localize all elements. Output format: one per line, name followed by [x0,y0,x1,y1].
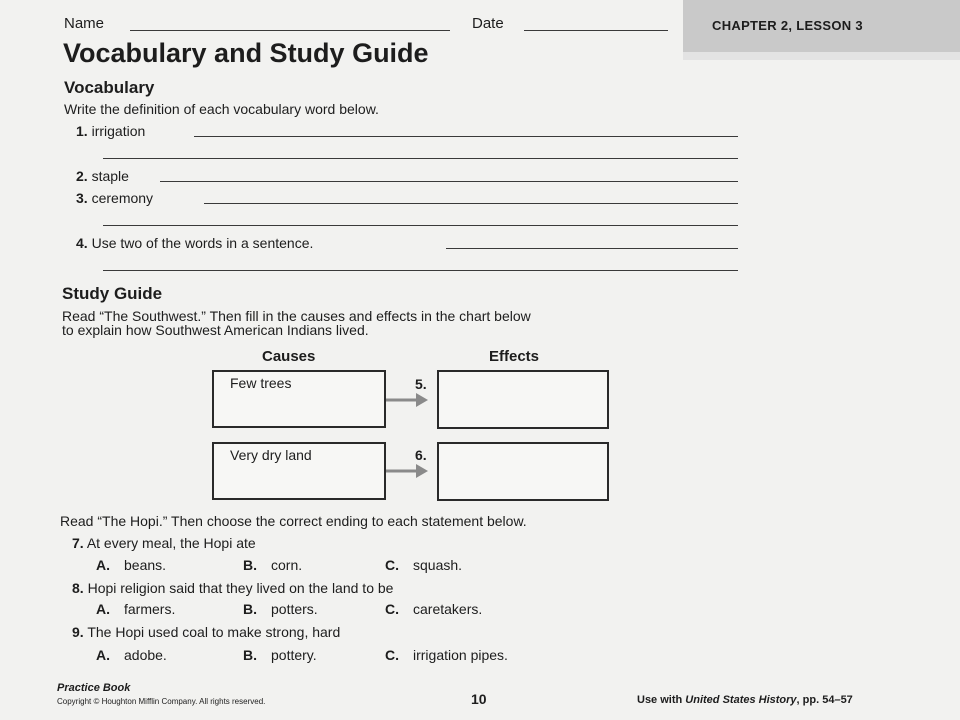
vocab-item-2 [76,168,129,184]
vocab-item-word: Use two of the words in a sentence. [91,235,314,251]
option-8c[interactable] [385,601,482,617]
effect-answer-box-6[interactable] [437,442,609,501]
vocab-item-word: ceremony [91,190,154,206]
arrow-icon [384,390,430,410]
vocab-answer-line-4b[interactable] [103,270,738,271]
study-guide-instructions-line1: Read “The Southwest.” Then fill in the causes and effects in the chart below [62,308,531,324]
causes-column-header: Causes [262,348,316,365]
vocabulary-instructions: Write the definition of each vocabulary word below. [64,101,379,117]
vocab-item-3 [76,190,153,206]
option-letter: B. [243,647,257,663]
effect-number: 6. [415,447,427,463]
option-7a[interactable] [96,557,166,573]
page-number: 10 [471,691,487,707]
chapter-lesson-label: CHAPTER 2, LESSON 3 [712,18,863,33]
option-text: caretakers. [413,601,483,617]
option-text: irrigation pipes. [413,647,508,663]
option-letter: C. [385,557,399,573]
option-7b[interactable] [243,557,302,573]
study-guide-heading: Study Guide [62,284,163,303]
vocab-answer-line-3a[interactable] [204,203,738,204]
option-text: farmers. [124,601,176,617]
vocab-item-4 [76,235,313,251]
option-9a[interactable] [96,647,167,663]
arrow-icon [384,461,430,481]
option-text: squash. [413,557,463,573]
option-text: potters. [271,601,318,617]
vocab-item-number: 4. [76,235,88,251]
cause-text: Few trees [230,375,292,391]
option-text: pottery. [271,647,317,663]
name-field[interactable] [130,30,450,31]
vocab-item-word: staple [91,168,129,184]
question-number: 8. [72,580,84,596]
question-text: Hopi religion said that they lived on the land to be [87,580,394,596]
question-8 [72,580,393,596]
question-7 [72,535,256,551]
page-range: , pp. 54–57 [796,694,853,706]
vocab-item-1 [76,123,145,139]
option-letter: C. [385,647,399,663]
option-8b[interactable] [243,601,318,617]
option-letter: C. [385,601,399,617]
vocab-answer-line-1b[interactable] [103,158,738,159]
copyright-text: Copyright © Houghton Mifflin Company. All rights reserved. [57,697,266,706]
option-text: beans. [124,557,167,573]
page-title: Vocabulary and Study Guide [63,38,429,68]
vocab-answer-line-3b[interactable] [103,225,738,226]
option-text: adobe. [124,647,167,663]
question-number: 7. [72,535,84,551]
effects-column-header: Effects [489,348,540,365]
question-text: At every meal, the Hopi ate [86,535,256,551]
cause-text: Very dry land [230,447,312,463]
option-9c[interactable] [385,647,508,663]
option-text: corn. [271,557,303,573]
question-text: The Hopi used coal to make strong, hard [87,624,341,640]
book-title: United States History [685,694,797,706]
option-letter: B. [243,601,257,617]
option-8a[interactable] [96,601,175,617]
option-9b[interactable] [243,647,317,663]
cause-box-1 [212,370,386,428]
date-field[interactable] [524,30,668,31]
chapter-tab-edge [683,52,960,60]
study-guide-instructions-line2: to explain how Southwest American Indians lived. [62,322,369,338]
vocabulary-heading: Vocabulary [64,78,155,97]
vocab-item-number: 1. [76,123,88,139]
effect-answer-box-5[interactable] [437,370,609,429]
effect-number: 5. [415,376,427,392]
vocab-answer-line-4a[interactable] [446,248,738,249]
vocab-answer-line-1a[interactable] [194,136,738,137]
vocab-item-word: irrigation [91,123,146,139]
vocab-item-number: 3. [76,190,88,206]
name-label: Name [64,15,105,32]
hopi-instructions: Read “The Hopi.” Then choose the correct ending to each statement below. [60,513,527,529]
option-letter: A. [96,557,110,573]
use-with-prefix: Use with [637,694,686,706]
question-9 [72,624,340,640]
question-number: 9. [72,624,84,640]
date-label: Date [472,15,504,32]
vocab-item-number: 2. [76,168,88,184]
practice-book-label: Practice Book [57,682,131,694]
vocab-answer-line-2[interactable] [160,181,738,182]
option-letter: A. [96,647,110,663]
use-with-reference [637,694,853,706]
option-letter: A. [96,601,110,617]
option-letter: B. [243,557,257,573]
option-7c[interactable] [385,557,462,573]
cause-box-2 [212,442,386,500]
